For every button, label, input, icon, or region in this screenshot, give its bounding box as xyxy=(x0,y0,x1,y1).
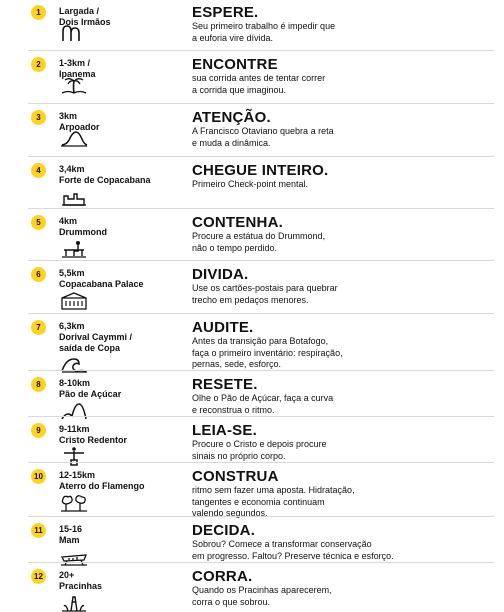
step-number-badge: 4 xyxy=(31,163,46,178)
location-line: Copacabana Palace xyxy=(59,279,144,289)
step-description xyxy=(192,539,412,562)
description-line: e muda a dinâmica. xyxy=(192,137,271,148)
step-row xyxy=(0,262,504,315)
location-line: saída de Copa xyxy=(59,343,121,353)
pracinhas-monument-icon xyxy=(60,592,88,612)
location-line: 5,5km xyxy=(59,268,85,278)
step-location xyxy=(59,164,179,186)
step-location xyxy=(59,268,179,290)
step-description xyxy=(192,126,412,149)
sugarloaf-icon xyxy=(60,400,88,420)
description-line: Use os cartões-postais para quebrar xyxy=(192,283,338,293)
description-line: Sobrou? Comece a transformar conservação xyxy=(192,539,372,549)
step-number-badge: 9 xyxy=(31,423,46,438)
row-divider xyxy=(28,516,494,517)
location-line: Dois Irmãos xyxy=(59,17,111,27)
step-row xyxy=(0,464,504,518)
step-location xyxy=(59,424,179,446)
step-row xyxy=(0,105,504,158)
location-line: Dorival Caymmi / xyxy=(59,332,133,342)
statue-bench-icon xyxy=(60,238,88,258)
step-number-badge: 1 xyxy=(31,5,46,20)
step-row xyxy=(0,564,504,607)
step-row xyxy=(0,315,504,372)
step-location xyxy=(59,378,179,400)
mam-museum-icon xyxy=(60,546,88,566)
step-row xyxy=(0,418,504,464)
row-divider xyxy=(28,416,494,417)
step-description xyxy=(192,393,412,416)
description-line: corra o que sobrou. xyxy=(192,596,271,607)
description-line: Primeiro Check-point mental. xyxy=(192,179,309,189)
location-line: Pracinhas xyxy=(59,581,103,591)
step-heading: ESPERE. xyxy=(192,4,259,21)
location-line: Mam xyxy=(59,535,80,545)
description-line: valendo segundos. xyxy=(192,508,268,518)
description-line: sinais no próprio corpo. xyxy=(192,450,286,461)
description-line: A Francisco Otaviano quebra a reta xyxy=(192,126,334,136)
step-number-badge: 5 xyxy=(31,215,46,230)
description-line: Quando os Pracinhas aparecerem, xyxy=(192,585,332,595)
description-line: Olhe o Pão de Açúcar, faça a curva xyxy=(192,393,334,403)
step-description xyxy=(192,336,412,371)
step-number-badge: 8 xyxy=(31,377,46,392)
step-row xyxy=(0,210,504,262)
location-line: Aterro do Flamengo xyxy=(59,481,145,491)
location-line: Ipanema xyxy=(59,69,96,79)
christ-statue-icon xyxy=(60,446,88,466)
description-line: a corrida que imaginou. xyxy=(192,84,287,95)
description-line: faça o primeiro inventário: respiração, xyxy=(192,347,343,358)
palace-building-icon xyxy=(60,290,88,310)
description-line: pernas, sede, esforço. xyxy=(192,359,282,369)
step-number-badge: 6 xyxy=(31,267,46,282)
step-description xyxy=(192,73,412,96)
step-location xyxy=(59,524,179,546)
description-line: Procure o Cristo e depois procure xyxy=(192,439,327,449)
step-heading: CONSTRUA xyxy=(192,468,279,485)
description-line: Procure a estátua do Drummond, xyxy=(192,231,326,241)
row-divider xyxy=(28,313,494,314)
step-description xyxy=(192,21,412,44)
step-row xyxy=(0,52,504,105)
location-line: 3,4km xyxy=(59,164,85,174)
step-description xyxy=(192,439,412,462)
description-line: ritmo sem fazer uma aposta. Hidratação, xyxy=(192,485,355,495)
fort-icon xyxy=(60,186,88,206)
row-divider xyxy=(28,370,494,371)
row-divider xyxy=(28,156,494,157)
trees-icon xyxy=(60,492,88,512)
step-location xyxy=(59,321,179,354)
step-row xyxy=(0,518,504,564)
step-description xyxy=(192,179,412,191)
step-heading: DECIDA. xyxy=(192,522,256,539)
step-number-badge: 2 xyxy=(31,57,46,72)
location-line: 8-10km xyxy=(59,378,91,388)
step-number-badge: 7 xyxy=(31,320,46,335)
step-row xyxy=(0,0,504,52)
location-line: 4km xyxy=(59,216,78,226)
step-number-badge: 10 xyxy=(31,469,46,484)
location-line: Drummond xyxy=(59,227,107,237)
row-divider xyxy=(28,50,494,51)
step-number-badge: 11 xyxy=(31,523,46,538)
step-heading: CORRA. xyxy=(192,568,253,585)
row-divider xyxy=(28,103,494,104)
step-heading: AUDITE. xyxy=(192,319,254,336)
row-divider xyxy=(28,462,494,463)
arpoador-rock-icon xyxy=(60,127,88,147)
location-line: Arpoador xyxy=(59,122,100,132)
description-line: Seu primeiro trabalho é impedir que xyxy=(192,21,336,31)
step-description xyxy=(192,231,412,254)
step-heading: ENCONTRE xyxy=(192,56,278,73)
location-line: 15-16 xyxy=(59,524,83,534)
description-line: a euforia vire dívida. xyxy=(192,32,274,43)
location-line: 6,3km xyxy=(59,321,85,331)
location-line: Cristo Redentor xyxy=(59,435,128,445)
step-row xyxy=(0,158,504,210)
step-location xyxy=(59,470,179,492)
step-location xyxy=(59,216,179,238)
description-line: e reconstrua o ritmo. xyxy=(192,404,275,415)
location-line: 3km xyxy=(59,111,78,121)
location-line: Largada / xyxy=(59,6,100,16)
step-heading: CHEGUE INTEIRO. xyxy=(192,162,329,179)
step-heading: RESETE. xyxy=(192,376,258,393)
step-heading: DIVIDA. xyxy=(192,266,249,283)
description-line: não o tempo perdido. xyxy=(192,242,278,253)
description-line: tangentes e economia continuam xyxy=(192,496,325,507)
description-line: sua corrida antes de tentar correr xyxy=(192,73,326,83)
location-line: Forte de Copacabana xyxy=(59,175,151,185)
row-divider xyxy=(28,260,494,261)
location-line: Pão de Açúcar xyxy=(59,389,122,399)
step-heading: CONTENHA. xyxy=(192,214,283,231)
step-location xyxy=(59,570,179,592)
step-number-badge: 3 xyxy=(31,110,46,125)
step-heading: ATENÇÃO. xyxy=(192,109,271,126)
palm-tree-icon xyxy=(60,74,88,94)
location-line: 20+ xyxy=(59,570,75,580)
description-line: trecho em pedaços menores. xyxy=(192,294,309,305)
row-divider xyxy=(28,562,494,563)
step-description xyxy=(192,485,412,520)
step-description xyxy=(192,585,412,608)
step-row xyxy=(0,372,504,418)
step-heading: LEIA-SE. xyxy=(192,422,257,439)
step-number-badge: 12 xyxy=(31,569,46,584)
dois-irmaos-hills-icon xyxy=(60,22,88,42)
description-line: em progresso. Faltou? Preserve técnica e esforço. xyxy=(192,550,394,561)
description-line: Antes da transição para Botafogo, xyxy=(192,336,329,346)
row-divider xyxy=(28,208,494,209)
location-line: 12-15km xyxy=(59,470,96,480)
location-line: 9-11km xyxy=(59,424,90,434)
location-line: 1-3km / xyxy=(59,58,91,68)
step-description xyxy=(192,283,412,306)
